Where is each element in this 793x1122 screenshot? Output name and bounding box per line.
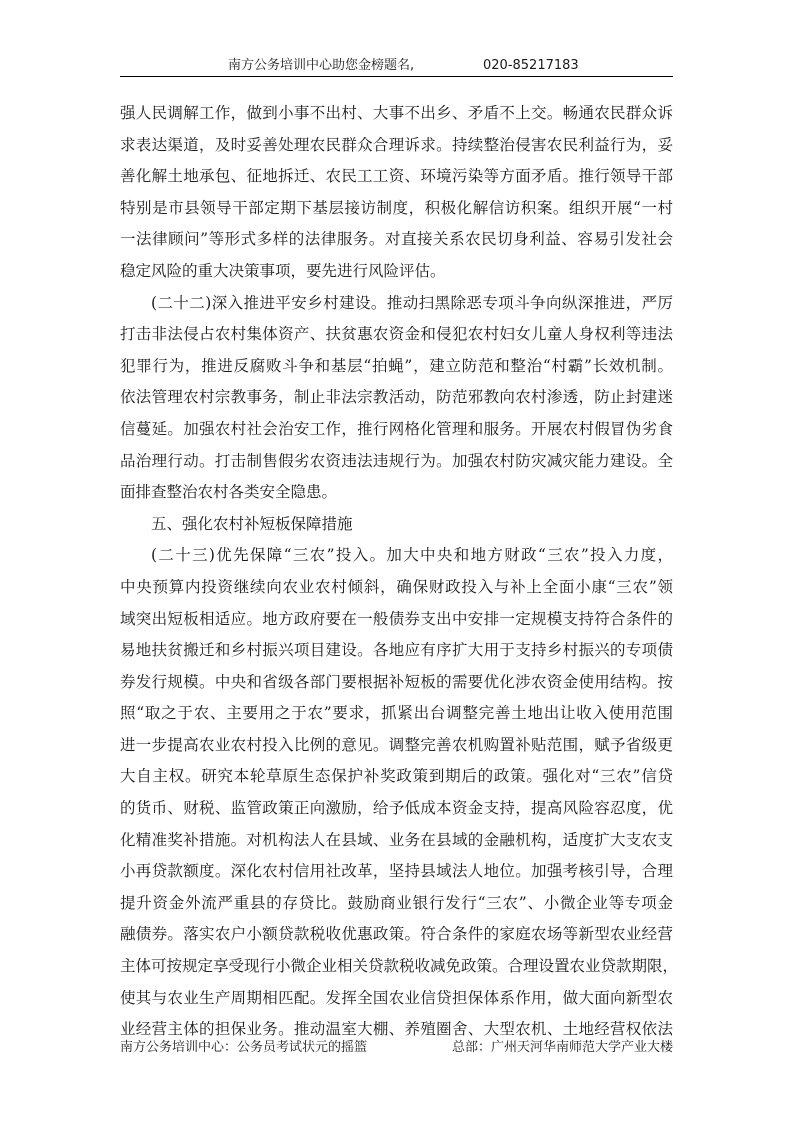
footer-left-text: 南方公务培训中心：公务员考试状元的摇篮 [120, 1040, 368, 1055]
header-title: 南方公务培训中心助您金榜题名, [228, 58, 415, 73]
text-line: 域突出短板相适应。地方政府要在一般债券支出中安排一定规模支持符合条件的 [120, 609, 673, 628]
paragraph-22-safe-village [120, 288, 673, 509]
text-line: 业经营主体的担保业务。推动温室大棚、养殖圈舍、大型农机、土地经营权依法 [120, 1020, 673, 1039]
text-line: 打击非法侵占农村集体资产、扶贫惠农资金和侵犯农村妇女儿童人身权利等违法 [120, 325, 673, 344]
text-line: 强人民调解工作，做到小事不出村、大事不出乡、矛盾不上交。畅通农民群众诉 [120, 104, 673, 122]
text-line: 犯罪行为，推进反腐败斗争和基层“拍蝇”，建立防范和整治“村霸”长效机制。 [120, 356, 673, 375]
text-line: 特别是市县领导干部定期下基层接访制度，积极化解信访积案。组织开展“一村 [120, 198, 673, 217]
paragraph-mediation [120, 98, 673, 288]
text-line: 主体可按规定享受现行小微企业相关贷款税收减免政策。合理设置农业贷款期限， [120, 957, 679, 976]
text-line: 小再贷款额度。深化农村信用社改革，坚持县域法人地位。加强考核引导，合理 [120, 862, 673, 881]
text-line: 面排查整治农村各类安全隐患。 [120, 483, 338, 502]
text-line: 提升资金外流严重县的存贷比。鼓励商业银行发行“三农”、小微企业等专项金 [120, 893, 673, 912]
text-line: (二十二)深入推进平安乡村建设。推动扫黑除恶专项斗争向纵深推进，严厉 [151, 293, 673, 312]
document-body [120, 98, 679, 1046]
text-line: 中央预算内投资继续向农业农村倾斜，确保财政投入与补上全面小康“三农”领 [120, 577, 673, 596]
text-line: (二十三)优先保障“三农”投入。加大中央和地方财政“三农”投入力度， [151, 546, 673, 565]
text-line: 使其与农业生产周期相匹配。发挥全国农业信贷担保体系作用，做大面向新型农 [120, 988, 673, 1007]
text-line: 品治理行动。打击制售假劣农资违法违规行为。加强农村防灾减灾能力建设。全 [120, 451, 673, 470]
text-line: 券发行规模。中央和省级各部门要根据补短板的需要优化涉农资金使用结构。按 [120, 672, 673, 691]
text-line: 大自主权。研究本轮草原生态保护补奖政策到期后的政策。强化对“三农”信贷 [120, 767, 673, 786]
text-line: 善化解土地承包、征地拆迁、农民工工资、环境污染等方面矛盾。推行领导干部 [120, 167, 673, 186]
text-line: 融债券。落实农户小额贷款税收优惠政策。符合条件的家庭农场等新型农业经营 [120, 925, 673, 944]
text-line: 化精准奖补措施。对机构法人在县域、业务在县域的金融机构，适度扩大支农支 [120, 830, 673, 849]
text-line: 稳定风险的重大决策事项，要先进行风险评估。 [120, 261, 446, 280]
page-footer [120, 1038, 673, 1058]
footer-right-text: 总部：广州天河华南师范大学产业大楼 [451, 1040, 673, 1055]
text-line: 的货币、财税、监管政策正向激励，给予低成本资金支持，提高风险容忍度，优 [120, 799, 673, 818]
text-line: 一法律顾问”等形式多样的法律服务。对直接关系农民切身利益、容易引发社会 [120, 230, 673, 249]
header-phone: 020-85217183 [483, 58, 579, 73]
text-line: 易地扶贫搬迁和乡村振兴项目建设。各地应有序扩大用于支持乡村振兴的专项债 [120, 641, 673, 660]
text-line: 求表达渠道，及时妥善处理农民群众合理诉求。持续整治侵害农民利益行为，妥 [120, 135, 673, 154]
text-line: 依法管理农村宗教事务，制止非法宗教活动，防范邪教向农村渗透，防止封建迷 [120, 388, 673, 407]
text-line: 信蔓延。加强农村社会治安工作，推行网格化管理和服务。开展农村假冒伪劣食 [120, 419, 673, 438]
page-header [120, 56, 673, 77]
paragraph-23-investment [120, 540, 679, 1046]
section-heading: 五、强化农村补短板保障措施 [151, 514, 353, 533]
text-line: 进一步提高农业农村投入比例的意见。调整完善农机购置补贴范围，赋予省级更 [120, 735, 673, 754]
text-line: 照“取之于农、主要用之于农”要求，抓紧出台调整完善土地出让收入使用范围 [120, 704, 673, 723]
